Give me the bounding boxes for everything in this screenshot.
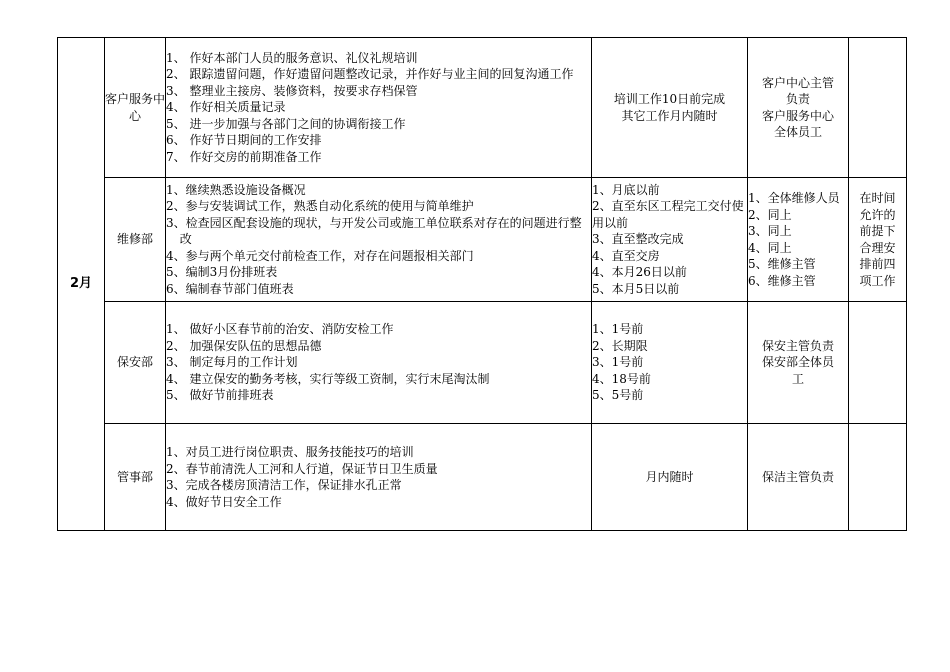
time-cell [592, 302, 748, 424]
department-cell [105, 302, 166, 424]
task-item: 1、 做好小区春节前的治安、消防安检工作 [166, 322, 394, 337]
owner-item: 负责 [785, 92, 810, 106]
owner-item: 5、维修主管 [748, 257, 816, 271]
month-cell: 2月 [58, 38, 105, 531]
table-row [58, 178, 907, 302]
owner-item: 全体员工 [773, 125, 822, 139]
department-cell [105, 38, 166, 178]
note-line: 在时间 [859, 191, 896, 205]
owner-item: 保安部全体员 [761, 355, 834, 370]
time-item: 5、本月5日以前 [592, 281, 680, 296]
task-item: 1、对员工进行岗位职责、服务技能技巧的培训 [166, 445, 414, 459]
note-cell [849, 424, 907, 531]
task-item: 2、春节前清洗人工河和人行道，保证节日卫生质量 [166, 461, 438, 476]
time-item: 其它工作月内随时 [621, 108, 718, 123]
department-label: 保安部 [116, 355, 153, 370]
owner-item: 6、维修主管 [748, 273, 816, 288]
owner-item: 1、全体维修人员 [748, 191, 840, 205]
time-cell [592, 424, 748, 531]
time-item: 培训工作10日前完成 [613, 92, 726, 106]
department-cell [105, 424, 166, 531]
time-cell [592, 38, 748, 178]
task-list-cell [166, 424, 592, 531]
owner-item: 工 [791, 371, 804, 386]
task-item: 5、编制3月份排班表 [166, 265, 278, 280]
table-row [58, 38, 907, 178]
note-cell [849, 38, 907, 178]
time-cell [592, 178, 748, 302]
task-item: 5、 做好节前排班表 [166, 388, 274, 403]
owner-cell [748, 38, 849, 178]
task-item: 4、做好节日安全工作 [166, 494, 282, 509]
note-line: 排前四 [859, 257, 896, 271]
time-item: 1、月底以前 [592, 182, 660, 197]
time-item: 2、直至东区工程完工交付使用以前 [592, 199, 744, 230]
work-plan-table [57, 37, 907, 531]
task-item: 3、检查园区配套设施的现状，与开发公司或施工单位联系对存在的问题进行整改 [166, 215, 582, 247]
note-line: 允许的 [859, 207, 896, 222]
department-label: 管事部 [116, 469, 153, 484]
owner-item: 4、同上 [748, 240, 792, 255]
owner-item: 3、同上 [748, 224, 792, 238]
department-cell [105, 178, 166, 302]
task-item: 6、编制春节部门值班表 [166, 281, 294, 296]
task-item: 4、参与两个单元交付前检查工作，对存在问题报相关部门 [166, 248, 474, 263]
time-item: 4、本月26日以前 [592, 265, 687, 280]
task-item: 2、参与安装调试工作，熟悉自动化系统的使用与简单维护 [166, 199, 474, 214]
owner-cell [748, 424, 849, 531]
task-item: 3、 整理业主接房、装修资料，按要求存档保管 [166, 83, 418, 98]
task-item: 1、继续熟悉设施设备概况 [166, 182, 306, 197]
task-item: 4、 作好相关质量记录 [166, 100, 286, 115]
task-item: 2、 跟踪遗留问题，作好遗留问题整改记录，并作好与业主间的回复沟通工作 [166, 67, 574, 82]
time-item: 4、直至交房 [592, 248, 660, 263]
task-item: 6、 作好节日期间的工作安排 [166, 133, 322, 148]
task-item: 7、 作好交房的前期准备工作 [166, 149, 322, 164]
time-item: 4、18号前 [592, 371, 651, 386]
task-list-cell [166, 178, 592, 302]
owner-item: 2、同上 [748, 207, 792, 222]
task-item: 3、完成各楼房顶清洁工作，保证排水孔正常 [166, 478, 402, 492]
owner-item: 客户中心主管 [761, 75, 834, 90]
table-row [58, 302, 907, 424]
task-item: 5、 进一步加强与各部门之间的协调衔接工作 [166, 116, 406, 131]
task-item: 1、 作好本部门人员的服务意识、礼仪礼规培训 [166, 50, 418, 65]
time-item: 3、1号前 [592, 355, 644, 370]
note-line: 前提下 [859, 224, 896, 238]
owner-item: 客户服务中心 [761, 108, 834, 123]
task-item: 4、 建立保安的勤务考核，实行等级工资制，实行末尾淘汰制 [166, 371, 490, 386]
owner-cell [748, 178, 849, 302]
time-item: 5、5号前 [592, 388, 644, 403]
time-item: 月内随时 [645, 469, 694, 484]
time-item: 2、长期限 [592, 338, 648, 353]
note-cell [849, 302, 907, 424]
owner-item: 保洁主管负责 [761, 469, 834, 484]
note-line: 合理安 [859, 240, 896, 255]
time-item: 1、1号前 [592, 322, 644, 337]
owner-cell [748, 302, 849, 424]
note-line: 项工作 [859, 273, 896, 288]
department-label: 维修部 [116, 232, 153, 247]
time-item: 3、直至整改完成 [592, 232, 684, 247]
task-item: 2、 加强保安队伍的思想品德 [166, 338, 322, 353]
note-cell [849, 178, 907, 302]
task-list-cell [166, 302, 592, 424]
task-item: 3、 制定每月的工作计划 [166, 355, 298, 370]
task-list-cell [166, 38, 592, 178]
department-label: 客户服务中心 [105, 92, 166, 123]
table-row [58, 424, 907, 531]
owner-item: 保安主管负责 [761, 338, 834, 353]
